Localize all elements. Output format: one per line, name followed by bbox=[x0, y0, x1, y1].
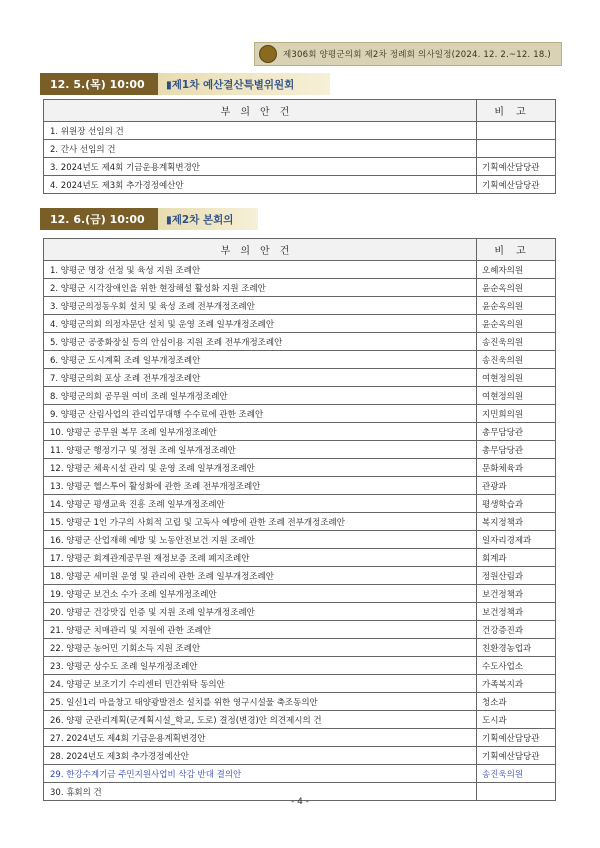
agenda-item: 9. 양평군 산림사업의 관리업무대행 수수료에 관한 조례안 bbox=[44, 405, 477, 423]
note-cell: 보건정책과 bbox=[477, 585, 556, 603]
table-row bbox=[44, 657, 556, 675]
agenda-item: 7. 양평군의회 포상 조례 전부개정조례안 bbox=[44, 369, 477, 387]
table-row bbox=[44, 603, 556, 621]
section-bar-2 bbox=[40, 208, 258, 230]
agenda-item: 11. 양평군 행정기구 및 정원 조례 일부개정조례안 bbox=[44, 441, 477, 459]
agenda-item: 23. 양평군 상수도 조례 일부개정조례안 bbox=[44, 657, 477, 675]
table-row bbox=[44, 315, 556, 333]
table-row bbox=[44, 279, 556, 297]
agenda-item: 5. 양평군 공중화장실 등의 안심이용 지원 조례 전부개정조례안 bbox=[44, 333, 477, 351]
agenda-table-2 bbox=[43, 238, 556, 801]
agenda-item: 1. 양평군 명장 선정 및 육성 지원 조례안 bbox=[44, 261, 477, 279]
note-cell: 송진욱의원 bbox=[477, 351, 556, 369]
note-cell: 총무담당관 bbox=[477, 441, 556, 459]
note-cell: 지민희의원 bbox=[477, 405, 556, 423]
note-cell: 문화체육과 bbox=[477, 459, 556, 477]
agenda-item: 28. 2024년도 제3회 추가경정예산안 bbox=[44, 747, 477, 765]
table-row bbox=[44, 729, 556, 747]
table-row bbox=[44, 351, 556, 369]
table-row bbox=[44, 405, 556, 423]
note-cell: 윤순옥의원 bbox=[477, 315, 556, 333]
agenda-item: 6. 양평군 도시계획 조례 일부개정조례안 bbox=[44, 351, 477, 369]
section-title: ▮제1차 예산결산특별위원회 bbox=[158, 73, 330, 95]
agenda-table-1 bbox=[43, 99, 556, 194]
table-row bbox=[44, 711, 556, 729]
note-cell: 건강증진과 bbox=[477, 621, 556, 639]
table-row bbox=[44, 549, 556, 567]
agenda-item: 20. 양평군 건강맛집 인증 및 지원 조례 일부개정조례안 bbox=[44, 603, 477, 621]
table-row bbox=[44, 585, 556, 603]
section-date: 12. 6.(금) 10:00 bbox=[40, 208, 158, 230]
note-cell: 친환경농업과 bbox=[477, 639, 556, 657]
note-cell: 윤순옥의원 bbox=[477, 279, 556, 297]
note-cell: 여현정의원 bbox=[477, 387, 556, 405]
agenda-item: 26. 양평 군관리계획(군계획시설_학교, 도로) 결정(변경)안 의견제시의 건 bbox=[44, 711, 477, 729]
table-row bbox=[44, 122, 556, 140]
table-row bbox=[44, 675, 556, 693]
document-header bbox=[254, 42, 562, 66]
note-cell: 여현정의원 bbox=[477, 369, 556, 387]
note-cell bbox=[477, 122, 556, 140]
table-row bbox=[44, 477, 556, 495]
table-row bbox=[44, 621, 556, 639]
header-title: 제306회 양평군의회 제2차 정례회 의사일정(2024. 12. 2.~12. 18.) bbox=[283, 50, 551, 60]
note-cell: 윤순옥의원 bbox=[477, 297, 556, 315]
table-row bbox=[44, 158, 556, 176]
section-title: ▮제2차 본회의 bbox=[158, 208, 258, 230]
section-bar-1 bbox=[40, 73, 330, 95]
agenda-item: 17. 양평군 회계관계공무원 재정보증 조례 폐지조례안 bbox=[44, 549, 477, 567]
table-row bbox=[44, 387, 556, 405]
table-row bbox=[44, 567, 556, 585]
table-header-row bbox=[44, 100, 556, 122]
note-cell: 청소과 bbox=[477, 693, 556, 711]
agenda-item: 21. 양평군 치매관리 및 지원에 관한 조례안 bbox=[44, 621, 477, 639]
agenda-item: 15. 양평군 1인 가구의 사회적 고립 및 고독사 예방에 관한 조례 전부개정조례안 bbox=[44, 513, 477, 531]
agenda-item: 30. 휴회의 건 bbox=[44, 783, 477, 801]
agenda-item: 13. 양평군 헬스투어 활성화에 관한 조례 전부개정조례안 bbox=[44, 477, 477, 495]
table-row bbox=[44, 459, 556, 477]
agenda-item: 4. 양평군의회 의정자문단 설치 및 운영 조례 일부개정조례안 bbox=[44, 315, 477, 333]
note-cell: 송진욱의원 bbox=[477, 333, 556, 351]
note-cell: 관광과 bbox=[477, 477, 556, 495]
table-row bbox=[44, 495, 556, 513]
note-cell: 일자리경제과 bbox=[477, 531, 556, 549]
note-cell: 기획예산담당관 bbox=[477, 729, 556, 747]
page-number: - 4 - bbox=[291, 797, 309, 807]
agenda-item: 4. 2024년도 제3회 추가경정예산안 bbox=[44, 176, 477, 194]
note-cell: 회계과 bbox=[477, 549, 556, 567]
table-row bbox=[44, 693, 556, 711]
agenda-item: 19. 양평군 보건소 수가 조례 일부개정조례안 bbox=[44, 585, 477, 603]
note-cell: 평생학습과 bbox=[477, 495, 556, 513]
agenda-item: 2. 간사 선임의 건 bbox=[44, 140, 477, 158]
agenda-item: 27. 2024년도 제4회 기금운용계획변경안 bbox=[44, 729, 477, 747]
table-row bbox=[44, 639, 556, 657]
note-cell: 기획예산담당관 bbox=[477, 747, 556, 765]
note-column-header: 비고 bbox=[477, 239, 556, 261]
table-row bbox=[44, 333, 556, 351]
table-row bbox=[44, 261, 556, 279]
note-cell: 수도사업소 bbox=[477, 657, 556, 675]
agenda-column-header: 부의안건 bbox=[44, 100, 477, 122]
note-cell: 기획예산담당관 bbox=[477, 176, 556, 194]
note-column-header: 비고 bbox=[477, 100, 556, 122]
agenda-item: 22. 양평군 농어민 기회소득 지원 조례안 bbox=[44, 639, 477, 657]
agenda-item: 12. 양평군 체육시설 관리 및 운영 조례 일부개정조례안 bbox=[44, 459, 477, 477]
note-cell: 도시과 bbox=[477, 711, 556, 729]
table-row bbox=[44, 441, 556, 459]
note-cell: 송진욱의원 bbox=[477, 765, 556, 783]
table-row bbox=[44, 176, 556, 194]
note-cell: 가족복지과 bbox=[477, 675, 556, 693]
agenda-column-header: 부의안건 bbox=[44, 239, 477, 261]
section-date: 12. 5.(목) 10:00 bbox=[40, 73, 158, 95]
table-header-row bbox=[44, 239, 556, 261]
agenda-item: 8. 양평군의회 공무원 여비 조례 일부개정조례안 bbox=[44, 387, 477, 405]
table-row bbox=[44, 531, 556, 549]
table-row bbox=[44, 747, 556, 765]
agenda-item: 3. 양평군의정동우회 설치 및 육성 조례 전부개정조례안 bbox=[44, 297, 477, 315]
agenda-item: 18. 양평군 세미원 운영 및 관리에 관한 조례 일부개정조례안 bbox=[44, 567, 477, 585]
table-row bbox=[44, 513, 556, 531]
agenda-item: 16. 양평군 산업재해 예방 및 노동안전보건 지원 조례안 bbox=[44, 531, 477, 549]
council-seal-icon bbox=[259, 45, 277, 63]
agenda-item: 10. 양평군 공무원 복무 조례 일부개정조례안 bbox=[44, 423, 477, 441]
note-cell: 오혜자의원 bbox=[477, 261, 556, 279]
table-row bbox=[44, 140, 556, 158]
agenda-item: 25. 일신1리 마을창고 태양광발전소 설치를 위한 영구시설물 축조동의안 bbox=[44, 693, 477, 711]
agenda-item: 14. 양평군 평생교육 진흥 조례 일부개정조례안 bbox=[44, 495, 477, 513]
table-row bbox=[44, 423, 556, 441]
agenda-item: 1. 위원장 선임의 건 bbox=[44, 122, 477, 140]
note-cell: 복지정책과 bbox=[477, 513, 556, 531]
table-row bbox=[44, 297, 556, 315]
table-row bbox=[44, 765, 556, 783]
agenda-item: 24. 양평군 보조기기 수리센터 민간위탁 동의안 bbox=[44, 675, 477, 693]
table-row bbox=[44, 369, 556, 387]
note-cell bbox=[477, 140, 556, 158]
agenda-item: 29. 한강수계기금 주민지원사업비 삭감 반대 결의안 bbox=[44, 765, 477, 783]
note-cell: 정원산림과 bbox=[477, 567, 556, 585]
agenda-item: 2. 양평군 시각장애인을 위한 현장해설 활성화 지원 조례안 bbox=[44, 279, 477, 297]
note-cell: 기획예산담당관 bbox=[477, 158, 556, 176]
note-cell: 총무담당관 bbox=[477, 423, 556, 441]
note-cell: 보건정책과 bbox=[477, 603, 556, 621]
agenda-item: 3. 2024년도 제4회 기금운용계획변경안 bbox=[44, 158, 477, 176]
